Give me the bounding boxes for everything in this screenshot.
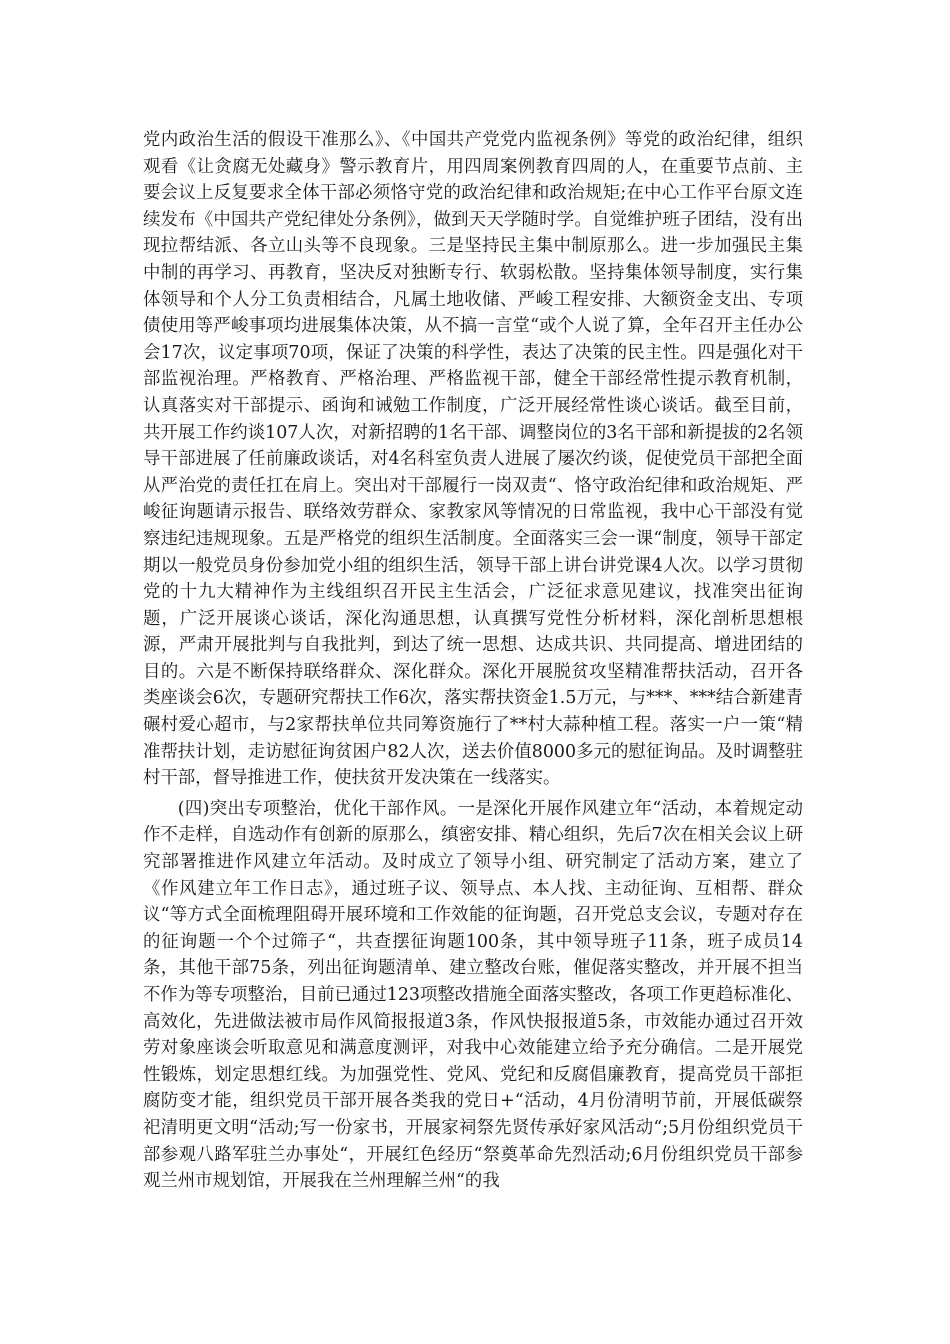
body-paragraph-1: 党内政治生活的假设干准那么》、《中国共产党党内监视条例》等党的政治纪律，组织观看《让贪腐无处藏身》警示教育片，用四周案例教育四周的人，在重要节点前、主要会议上反复要求全体干部必须恪守党的政治纪律和政治规矩;在中心工作平台原文连续发布《中国共产党纪律处分条例》，做到天天学随时学。自觉维护班子团结，没有出现拉帮结派、各立山头等不良现象。三是坚持民主集中制原那么。进一步加强民主集中制的再学习、再教育，坚决反对独断专行、软弱松散。坚持集体领导制度，实行集体领导和个人分工负责相结合，凡属土地收储、严峻工程安排、大额资金支出、专项债使用等严峻事项均进展集体决策，从不搞一言堂“或个人说了算，全年召开主任办公会17次，议定事项70项，保证了决策的科学性，表达了决策的民主性。四是强化对干部监视治理。严格教育、严格治理、严格监视干部，健全干部经常性提示教育机制，认真落实对干部提示、函询和诫勉工作制度，广泛开展经常性谈心谈话。截至目前，共开展工作约谈107人次，对新招聘的1名干部、调整岗位的3名干部和新提拔的2名领导干部进展了任前廉政谈话，对4名科室负责人进展了屡次约谈，促使党员干部把全面从严治党的责任扛在肩上。突出对干部履行一岗双责“、恪守政治纪律和政治规矩、严峻征询题请示报告、联络效劳群众、家教家风等情况的日常监视，我中心干部没有觉察违纪违规现象。五是严格党的组织生活制度。全面落实三会一课“制度，领导干部定期以一般党员身份参加党小组的组织生活，领导干部上讲台讲党课4人次。以学习贯彻党的十九大精神作为主线组织召开民主生活会，广泛征求意见建议，找准突出征询题，广泛开展谈心谈话，深化沟通思想，认真撰写党性分析材料，深化剖析思想根源，严肃开展批判与自我批判，到达了统一思想、达成共识、共同提高、增进团结的目的。六是不断保持联络群众、深化群众。深化开展脱贫攻坚精准帮扶活动，召开各类座谈会6次，专题研究帮扶工作6次，落实帮扶资金1.5万元，与***、***结合新建青碾村爱心超市，与2家帮扶单位共同筹资施行了**村大蒜种植工程。落实一户一策“精准帮扶计划，走访慰征询贫困户82人次，送去价值8000多元的慰征询品。及时调整驻村干部，督导推进工作，使扶贫开发决策在一线落实。 (143, 130, 803, 789)
document-page (143, 127, 803, 1195)
body-paragraph-2: (四)突出专项整治，优化干部作风。一是深化开展作风建立年“活动，本着规定动作不走样，自选动作有创新的原那么，缜密安排、精心组织，先后7次在相关会议上研究部署推进作风建立年活动。及时成立了领导小组、研究制定了活动方案，建立了《作风建立年工作日志》，通过班子议、领导点、本人找、主动征询、互相帮、群众议“等方式全面梳理阻碍开展环境和工作效能的征询题，召开党总支会议，专题对存在的征询题一个个过筛子“，共查摆征询题100条，其中领导班子11条，班子成员14条，其他干部75条，列出征询题清单、建立整改台账，催促落实整改，并开展不担当不作为等专项整治，目前已通过123项整改措施全面落实整改，各项工作更趋标准化、高效化，先进做法被市局作风简报报道3条，作风快报报道5条，市效能办通过召开效劳对象座谈会听取意见和满意度测评，对我中心效能建立给予充分确信。二是开展党性锻炼，划定思想红线。为加强党性、党风、党纪和反腐倡廉教育，提高党员干部拒腐防变才能，组织党员干部开展各类我的党日+“活动，4月份清明节前，开展低碳祭祀清明更文明“活动;写一份家书，开展家祠祭先贤传承好家风活动“;5月份组织党员干部参观八路军驻兰办事处“，开展红色经历“祭奠革命先烈活动;6月份组织党员干部参观兰州市规划馆，开展我在兰州理解兰州“的我 (143, 798, 803, 1192)
